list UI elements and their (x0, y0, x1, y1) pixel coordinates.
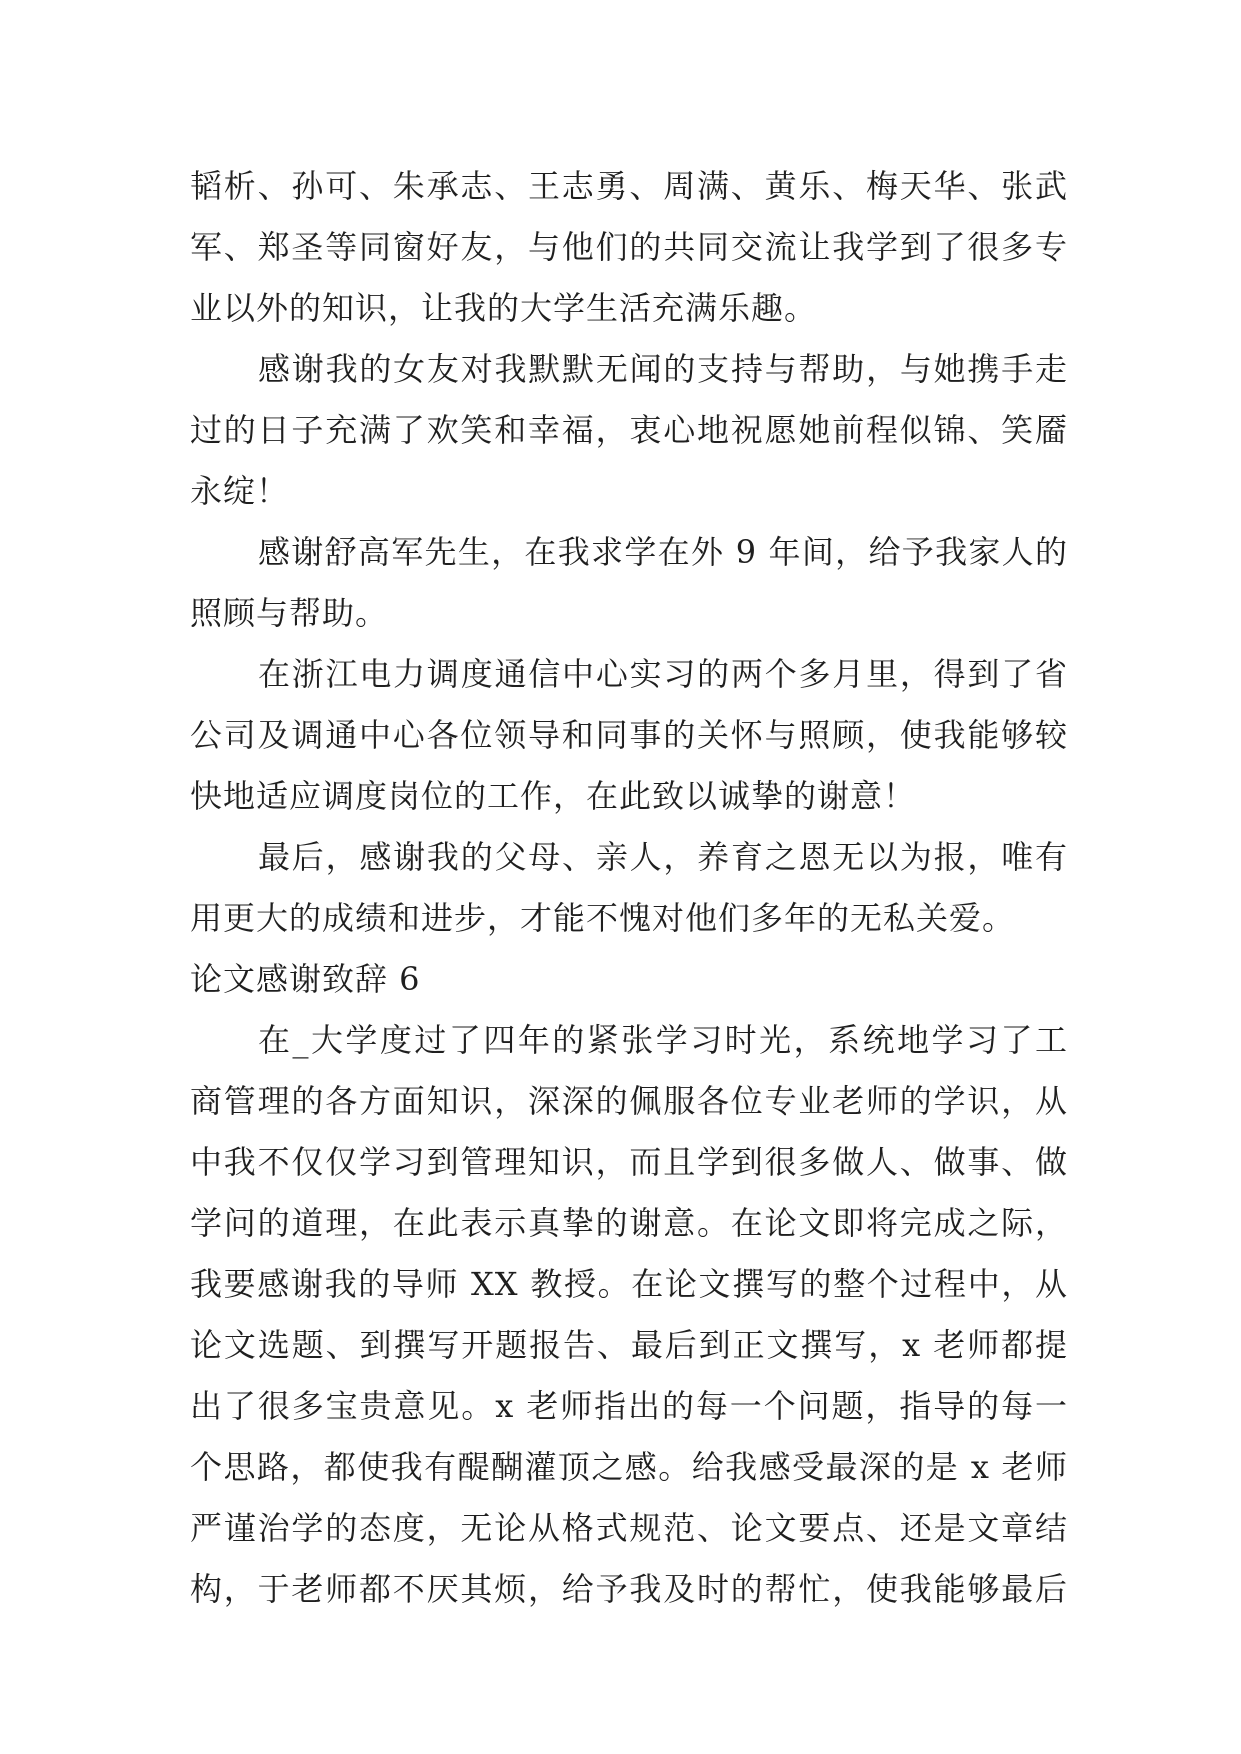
section-heading: 论文感谢致辞 6 (190, 960, 421, 998)
text-line: 照顾与帮助。 (190, 594, 389, 632)
text-line: 我要感谢我的导师 XX 教授。在论文撰写的整个过程中，从 (190, 1265, 1068, 1303)
text-line: 在_大学度过了四年的紧张学习时光，系统地学习了工 (258, 1021, 1068, 1059)
text-line: 在浙江电力调度通信中心实习的两个多月里，得到了省 (258, 655, 1068, 693)
text-line: 商管理的各方面知识，深深的佩服各位专业老师的学识，从 (190, 1082, 1068, 1120)
paragraph (190, 644, 1068, 827)
paragraph (190, 339, 1068, 522)
text-line: 感谢我的女友对我默默无闻的支持与帮助，与她携手走 (258, 350, 1068, 388)
text-line: 公司及调通中心各位领导和同事的关怀与照顾，使我能够较 (190, 716, 1068, 754)
text-line: 构，于老师都不厌其烦，给予我及时的帮忙，使我能够最后 (190, 1570, 1068, 1608)
text-line: 感谢舒高军先生，在我求学在外 9 年间，给予我家人的 (258, 533, 1068, 571)
text-line: 军、郑圣等同窗好友，与他们的共同交流让我学到了很多专 (190, 228, 1068, 266)
document-body (190, 156, 1068, 1620)
paragraph (190, 1010, 1068, 1620)
text-line: 出了很多宝贵意见。x 老师指出的每一个问题，指导的每一 (190, 1387, 1068, 1425)
text-line: 用更大的成绩和进步，才能不愧对他们多年的无私关爱。 (190, 899, 1016, 937)
text-line: 学问的道理，在此表示真挚的谢意。在论文即将完成之际， (190, 1204, 1068, 1242)
text-line: 论文选题、到撰写开题报告、最后到正文撰写，x 老师都提 (190, 1326, 1068, 1364)
text-line: 过的日子充满了欢笑和幸福，衷心地祝愿她前程似锦、笑靥 (190, 411, 1068, 449)
text-line: 永绽！ (190, 472, 290, 510)
paragraph (190, 522, 1068, 644)
paragraph (190, 156, 1068, 339)
paragraph (190, 827, 1068, 949)
text-line: 中我不仅仅学习到管理知识，而且学到很多做人、做事、做 (190, 1143, 1068, 1181)
text-line: 韬析、孙可、朱承志、王志勇、周满、黄乐、梅天华、张武 (190, 167, 1068, 205)
text-line: 业以外的知识，让我的大学生活充满乐趣。 (190, 289, 818, 327)
text-line: 最后，感谢我的父母、亲人，养育之恩无以为报，唯有 (258, 838, 1068, 876)
text-line: 个思路，都使我有醍醐灌顶之感。给我感受最深的是 x 老师 (190, 1448, 1068, 1486)
text-line: 快地适应调度岗位的工作，在此致以诚挚的谢意！ (190, 777, 917, 815)
text-line: 严谨治学的态度，无论从格式规范、论文要点、还是文章结 (190, 1509, 1068, 1547)
